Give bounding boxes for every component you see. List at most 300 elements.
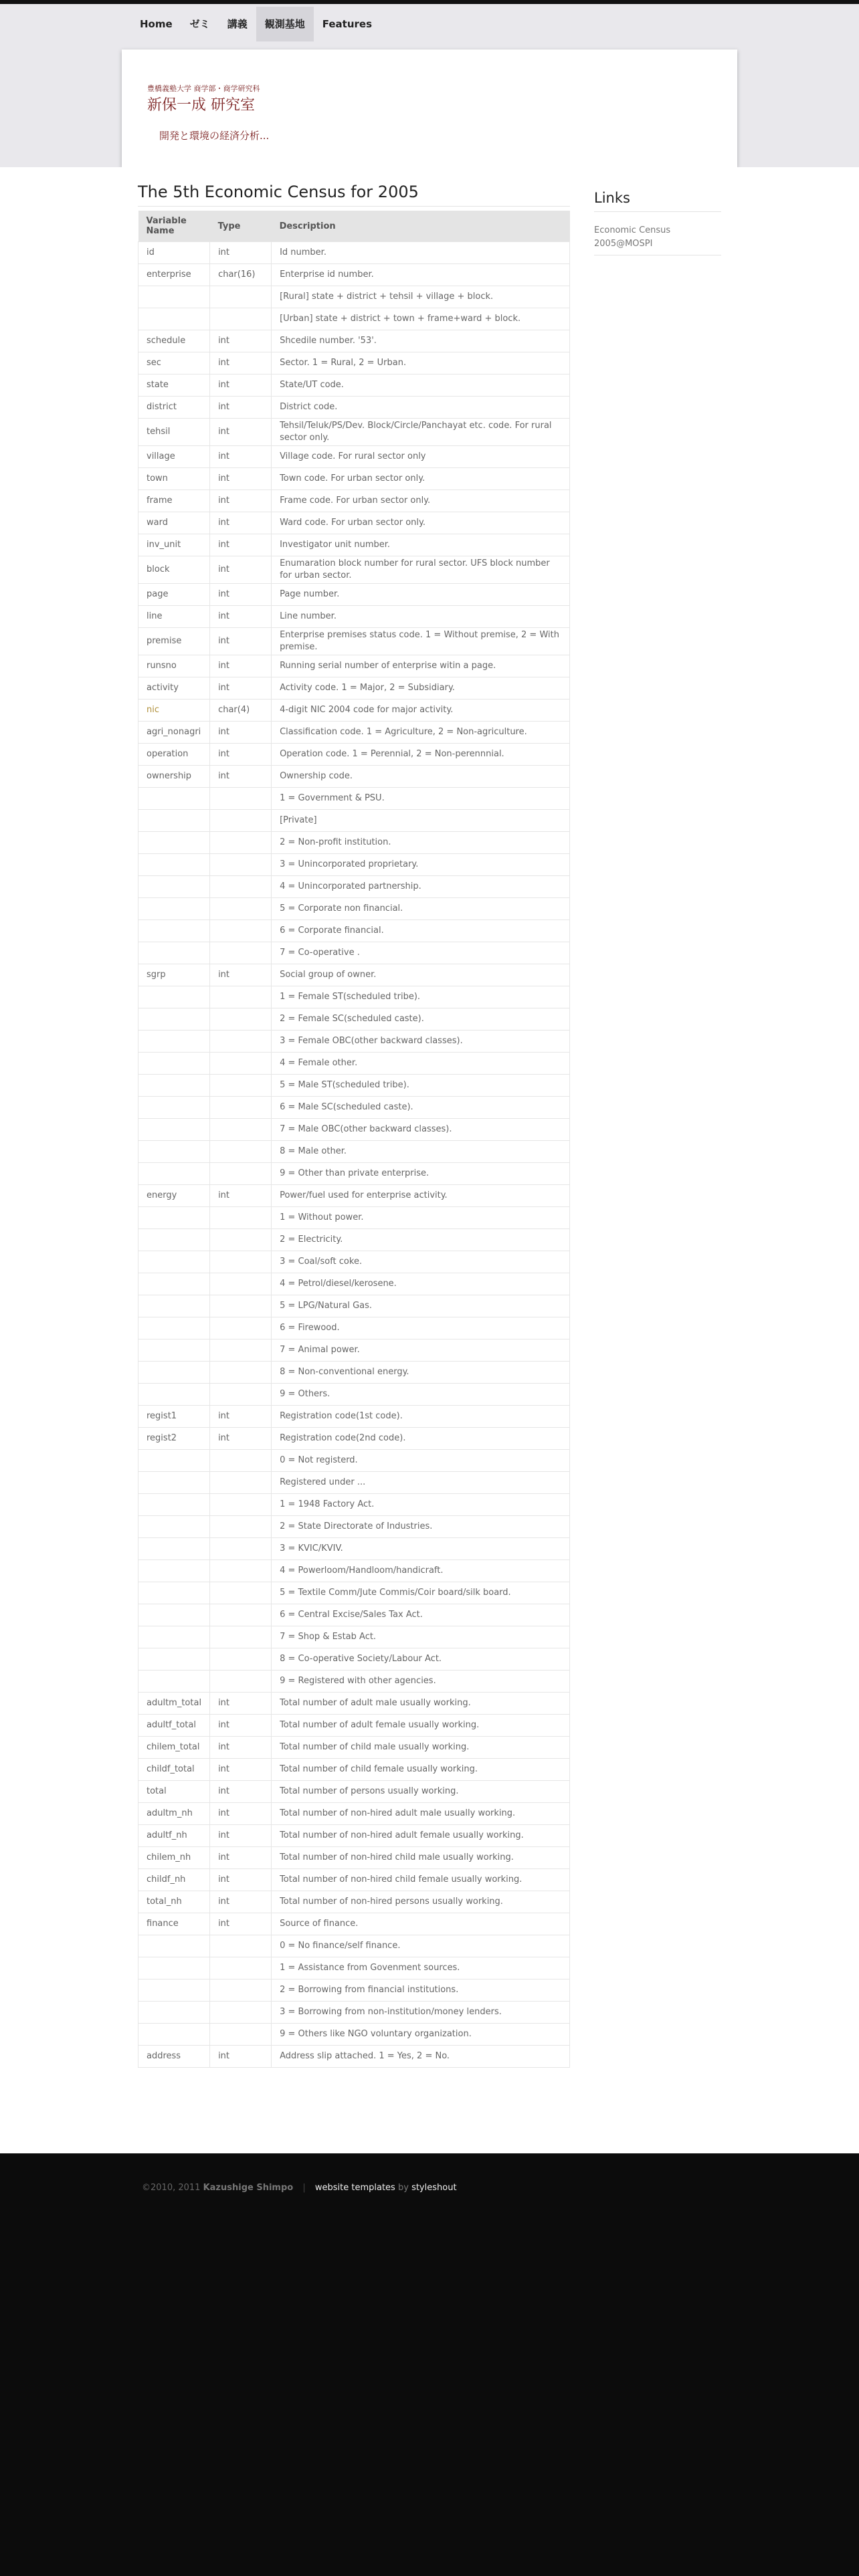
type-cell (210, 1362, 272, 1384)
type-cell (210, 1119, 272, 1141)
type-cell: int (210, 1185, 272, 1207)
description-cell: Registration code(1st code). (272, 1406, 570, 1428)
type-cell: int (210, 1715, 272, 1737)
table-row (138, 700, 570, 722)
table-row (138, 1273, 570, 1295)
description-cell: 1 = Female ST(scheduled tribe). (272, 986, 570, 1008)
type-cell: int (210, 556, 272, 584)
table-row (138, 1626, 570, 1648)
table-row (138, 1737, 570, 1759)
type-cell: int (210, 468, 272, 490)
variable-name-cell (138, 1516, 210, 1538)
table-row (138, 942, 570, 964)
description-cell: 6 = Corporate financial. (272, 920, 570, 942)
description-cell: Enterprise id number. (272, 264, 570, 286)
table-row (138, 898, 570, 920)
description-cell: Operation code. 1 = Perennial, 2 = Non-perennnial. (272, 744, 570, 766)
type-cell: int (210, 1913, 272, 1935)
lab-name[interactable]: 新保一成 研究室 (147, 97, 255, 114)
type-cell (210, 1671, 272, 1693)
type-cell: int (210, 766, 272, 788)
type-cell (210, 1516, 272, 1538)
table-row (138, 1935, 570, 1957)
description-cell: Investigator unit number. (272, 534, 570, 556)
nav-item-2[interactable]: 講義 (227, 18, 248, 30)
type-cell (210, 942, 272, 964)
variable-name-cell (138, 1604, 210, 1626)
table-row (138, 1693, 570, 1715)
variable-name-cell: schedule (138, 330, 210, 352)
description-cell: 3 = Unincorporated proprietary. (272, 854, 570, 876)
description-cell: 9 = Others. (272, 1384, 570, 1406)
type-cell: int (210, 1759, 272, 1781)
description-cell: 1 = Assistance from Govenment sources. (272, 1957, 570, 1979)
description-cell: 4 = Female other. (272, 1053, 570, 1075)
table-row (138, 1384, 570, 1406)
type-cell: int (210, 628, 272, 655)
description-cell: Total number of non-hired child female usually working. (272, 1869, 570, 1891)
type-cell (210, 1031, 272, 1053)
table-row (138, 1957, 570, 1979)
type-cell (210, 1384, 272, 1406)
table-row (138, 1185, 570, 1207)
table-row (138, 352, 570, 374)
description-cell: 0 = Not registerd. (272, 1450, 570, 1472)
type-cell (210, 1450, 272, 1472)
type-cell: int (210, 1693, 272, 1715)
description-cell: Sector. 1 = Rural, 2 = Urban. (272, 352, 570, 374)
website-templates-link[interactable]: website templates (314, 2183, 395, 2193)
table-row (138, 744, 570, 766)
type-cell (210, 1979, 272, 2002)
variable-name-cell: sec (138, 352, 210, 374)
table-row (138, 1229, 570, 1251)
variable-name-cell: energy (138, 1185, 210, 1207)
variable-name-cell: activity (138, 677, 210, 700)
variable-name-cell (138, 898, 210, 920)
description-cell: Line number. (272, 606, 570, 628)
main-nav (131, 7, 381, 41)
table-row (138, 242, 570, 264)
table-header-row (138, 211, 570, 242)
table-row (138, 655, 570, 677)
description-cell: 9 = Registered with other agencies. (272, 1671, 570, 1693)
variable-name-cell (138, 2024, 210, 2046)
table-row (138, 2002, 570, 2024)
variable-name-cell (138, 1472, 210, 1494)
description-cell: [Urban] state + district + town + frame+ward + block. (272, 308, 570, 330)
type-cell (210, 876, 272, 898)
variable-name-cell (138, 788, 210, 810)
variable-name-cell[interactable]: nic (138, 700, 210, 722)
type-cell: int (210, 352, 272, 374)
type-cell: int (210, 419, 272, 446)
table-row (138, 788, 570, 810)
top-banner (0, 0, 859, 167)
table-row (138, 1406, 570, 1428)
description-cell: Town code. For urban sector only. (272, 468, 570, 490)
table-row (138, 374, 570, 397)
table-row (138, 677, 570, 700)
description-cell: Activity code. 1 = Major, 2 = Subsidiary. (272, 677, 570, 700)
table-row (138, 1295, 570, 1317)
type-cell (210, 1141, 272, 1163)
variable-name-cell: regist1 (138, 1406, 210, 1428)
column-header-name: Variable Name (138, 211, 210, 242)
footer (0, 2153, 859, 2576)
description-cell: 1 = 1948 Factory Act. (272, 1494, 570, 1516)
variable-name-cell (138, 1979, 210, 2002)
variable-name-cell: childf_nh (138, 1869, 210, 1891)
description-cell: 2 = Borrowing from financial institutions. (272, 1979, 570, 2002)
variable-name-cell (138, 942, 210, 964)
description-cell: Total number of non-hired adult male usually working. (272, 1803, 570, 1825)
variable-name-cell (138, 1450, 210, 1472)
nav-item-3[interactable]: 観測基地 (256, 7, 314, 41)
variable-name-cell (138, 1560, 210, 1582)
description-cell: 8 = Co-operative Society/Labour Act. (272, 1648, 570, 1671)
type-cell: int (210, 534, 272, 556)
variable-name-cell: district (138, 397, 210, 419)
description-cell: 4 = Petrol/diesel/kerosene. (272, 1273, 570, 1295)
description-cell: Registered under ... (272, 1472, 570, 1494)
description-cell: 1 = Government & PSU. (272, 788, 570, 810)
table-row (138, 1472, 570, 1494)
description-cell: Total number of non-hired persons usually working. (272, 1891, 570, 1913)
variable-name-cell (138, 1229, 210, 1251)
table-row (138, 1251, 570, 1273)
type-cell: int (210, 964, 272, 986)
description-cell: 7 = Male OBC(other backward classes). (272, 1119, 570, 1141)
variable-name-cell (138, 1207, 210, 1229)
variable-name-cell: page (138, 584, 210, 606)
type-cell: int (210, 1803, 272, 1825)
variable-name-cell: sgrp (138, 964, 210, 986)
type-cell: int (210, 1406, 272, 1428)
variable-name-cell: state (138, 374, 210, 397)
variable-name-cell: adultm_nh (138, 1803, 210, 1825)
variable-name-cell: finance (138, 1913, 210, 1935)
description-cell: 2 = Non-profit institution. (272, 832, 570, 854)
variable-name-cell: id (138, 242, 210, 264)
description-cell: Total number of persons usually working. (272, 1781, 570, 1803)
variable-name-cell (138, 1626, 210, 1648)
type-cell: int (210, 242, 272, 264)
description-cell: 6 = Central Excise/Sales Tax Act. (272, 1604, 570, 1626)
variable-name-cell: frame (138, 490, 210, 512)
description-cell: 8 = Non-conventional energy. (272, 1362, 570, 1384)
table-row (138, 1869, 570, 1891)
type-cell (210, 1295, 272, 1317)
type-cell (210, 1626, 272, 1648)
description-cell: 9 = Others like NGO voluntary organization. (272, 2024, 570, 2046)
variable-name-cell (138, 308, 210, 330)
description-cell: Total number of non-hired adult female usually working. (272, 1825, 570, 1847)
page-content (0, 167, 859, 2153)
description-cell: 6 = Male SC(scheduled caste). (272, 1097, 570, 1119)
description-cell: 9 = Other than private enterprise. (272, 1163, 570, 1185)
table-row (138, 1119, 570, 1141)
type-cell: int (210, 655, 272, 677)
nav-item-4[interactable]: Features (322, 18, 373, 30)
variable-name-cell (138, 1384, 210, 1406)
type-cell (210, 1251, 272, 1273)
table-row (138, 1207, 570, 1229)
type-cell: int (210, 1869, 272, 1891)
description-cell: Ward code. For urban sector only. (272, 512, 570, 534)
table-row (138, 419, 570, 446)
table-row (138, 397, 570, 419)
variables-table (138, 211, 570, 2068)
table-row (138, 1141, 570, 1163)
table-row (138, 556, 570, 584)
description-cell: State/UT code. (272, 374, 570, 397)
variable-name-cell: total_nh (138, 1891, 210, 1913)
variable-name-cell: runsno (138, 655, 210, 677)
description-cell: Source of finance. (272, 1913, 570, 1935)
table-row (138, 468, 570, 490)
table-row (138, 876, 570, 898)
variable-name-cell (138, 1648, 210, 1671)
variable-name-cell (138, 1935, 210, 1957)
table-row (138, 1450, 570, 1472)
type-cell (210, 920, 272, 942)
variable-name-cell (138, 1957, 210, 1979)
description-cell: Frame code. For urban sector only. (272, 490, 570, 512)
variable-name-cell: regist2 (138, 1428, 210, 1450)
table-row (138, 1825, 570, 1847)
table-row (138, 264, 570, 286)
table-row (138, 584, 570, 606)
type-cell (210, 1229, 272, 1251)
nav-item-0[interactable]: Home (140, 18, 173, 30)
description-cell: Id number. (272, 242, 570, 264)
variable-name-cell: address (138, 2046, 210, 2068)
description-cell: Total number of adult female usually working. (272, 1715, 570, 1737)
variable-name-cell (138, 920, 210, 942)
sidebar-title: Links (594, 190, 721, 212)
description-cell: [Private] (272, 810, 570, 832)
styleshout-link[interactable]: styleshout (411, 2183, 457, 2193)
table-row (138, 1516, 570, 1538)
variable-name-cell: premise (138, 628, 210, 655)
table-row (138, 766, 570, 788)
tagline: 開発と環境の経済分析... (159, 130, 270, 142)
type-cell (210, 788, 272, 810)
variable-name-cell: tehsil (138, 419, 210, 446)
table-row (138, 810, 570, 832)
university-name: 豊橋義塾大学 商学部・商学研究科 (147, 84, 260, 93)
variable-name-cell: operation (138, 744, 210, 766)
type-cell (210, 1494, 272, 1516)
description-cell: 3 = KVIC/KVIV. (272, 1538, 570, 1560)
table-row (138, 1648, 570, 1671)
description-cell: Running serial number of enterprise witin a page. (272, 655, 570, 677)
variable-name-cell: total (138, 1781, 210, 1803)
description-cell: Ownership code. (272, 766, 570, 788)
type-cell (210, 1604, 272, 1626)
table-row (138, 1803, 570, 1825)
variable-name-cell (138, 832, 210, 854)
description-cell: 2 = Electricity. (272, 1229, 570, 1251)
table-row (138, 1428, 570, 1450)
table-row (138, 1494, 570, 1516)
type-cell: int (210, 2046, 272, 2068)
footer-separator: | (302, 2183, 306, 2193)
column-header-description: Description (272, 211, 570, 242)
table-row (138, 2046, 570, 2068)
description-cell: 0 = No finance/self finance. (272, 1935, 570, 1957)
type-cell (210, 1075, 272, 1097)
table-row (138, 1582, 570, 1604)
description-cell: Enumaration block number for rural sector. UFS block number for urban sector. (272, 556, 570, 584)
description-cell: 5 = Male ST(scheduled tribe). (272, 1075, 570, 1097)
description-cell: 2 = State Directorate of Industries. (272, 1516, 570, 1538)
description-cell: Address slip attached. 1 = Yes, 2 = No. (272, 2046, 570, 2068)
table-row (138, 490, 570, 512)
table-row (138, 308, 570, 330)
footer-credits (142, 2183, 457, 2193)
author-name[interactable]: Kazushige Shimpo (203, 2183, 294, 2193)
table-row (138, 1979, 570, 2002)
description-cell: Page number. (272, 584, 570, 606)
type-cell: int (210, 512, 272, 534)
variable-name-cell: inv_unit (138, 534, 210, 556)
variable-name-cell (138, 1339, 210, 1362)
type-cell: int (210, 1891, 272, 1913)
type-cell (210, 1097, 272, 1119)
variable-name-cell (138, 1251, 210, 1273)
sidebar-link-economic-census[interactable]: Economic Census 2005@MOSPI (594, 220, 721, 255)
table-row (138, 1008, 570, 1031)
top-black-strip (0, 0, 859, 4)
variable-name-cell: line (138, 606, 210, 628)
description-cell: [Rural] state + district + tehsil + village + block. (272, 286, 570, 308)
nav-item-1[interactable]: ゼミ (189, 18, 210, 30)
description-cell: Village code. For rural sector only (272, 446, 570, 468)
description-cell: 3 = Female OBC(other backward classes). (272, 1031, 570, 1053)
table-row (138, 1671, 570, 1693)
table-row (138, 1604, 570, 1626)
table-row (138, 628, 570, 655)
table-row (138, 1362, 570, 1384)
variable-name-cell (138, 1053, 210, 1075)
title-divider (138, 206, 570, 207)
table-row (138, 534, 570, 556)
type-cell: int (210, 397, 272, 419)
table-row (138, 1097, 570, 1119)
column-header-type: Type (210, 211, 272, 242)
variable-name-cell (138, 1671, 210, 1693)
type-cell: int (210, 744, 272, 766)
description-cell: 7 = Co-operative . (272, 942, 570, 964)
description-cell: 5 = LPG/Natural Gas. (272, 1295, 570, 1317)
variable-name-cell: town (138, 468, 210, 490)
type-cell: int (210, 446, 272, 468)
variable-name-cell: adultf_total (138, 1715, 210, 1737)
description-cell: 7 = Shop & Estab Act. (272, 1626, 570, 1648)
variable-name-cell (138, 1273, 210, 1295)
description-cell: District code. (272, 397, 570, 419)
description-cell: Registration code(2nd code). (272, 1428, 570, 1450)
type-cell (210, 832, 272, 854)
description-cell: 5 = Corporate non financial. (272, 898, 570, 920)
table-row (138, 1317, 570, 1339)
type-cell (210, 2002, 272, 2024)
description-cell: 3 = Coal/soft coke. (272, 1251, 570, 1273)
description-cell: Power/fuel used for enterprise activity. (272, 1185, 570, 1207)
type-cell: int (210, 1781, 272, 1803)
variable-name-cell: village (138, 446, 210, 468)
variable-name-cell (138, 1494, 210, 1516)
main-content (138, 175, 570, 2068)
description-cell: 2 = Female SC(scheduled caste). (272, 1008, 570, 1031)
variable-name-cell: ownership (138, 766, 210, 788)
variable-name-cell (138, 1119, 210, 1141)
table-row (138, 964, 570, 986)
variable-name-cell: ward (138, 512, 210, 534)
variable-name-cell (138, 1538, 210, 1560)
variable-name-cell (138, 876, 210, 898)
copyright-text: ©2010, 2011 (142, 2183, 201, 2193)
table-row (138, 832, 570, 854)
variable-name-cell (138, 286, 210, 308)
type-cell (210, 1472, 272, 1494)
description-cell: Enterprise premises status code. 1 = Without premise, 2 = With premise. (272, 628, 570, 655)
variable-name-cell (138, 1582, 210, 1604)
description-cell: 4-digit NIC 2004 code for major activity. (272, 700, 570, 722)
variable-name-cell (138, 1097, 210, 1119)
type-cell (210, 898, 272, 920)
table-row (138, 722, 570, 744)
table-row (138, 1053, 570, 1075)
variable-name-cell: agri_nonagri (138, 722, 210, 744)
description-cell: 4 = Unincorporated partnership. (272, 876, 570, 898)
type-cell: int (210, 606, 272, 628)
description-cell: Social group of owner. (272, 964, 570, 986)
variable-name-cell: block (138, 556, 210, 584)
table-row (138, 1538, 570, 1560)
variable-name-cell (138, 1031, 210, 1053)
type-cell (210, 1538, 272, 1560)
type-cell (210, 1273, 272, 1295)
variable-name-cell (138, 1295, 210, 1317)
type-cell: int (210, 374, 272, 397)
type-cell (210, 1560, 272, 1582)
description-cell: 1 = Without power. (272, 1207, 570, 1229)
variable-name-cell (138, 986, 210, 1008)
description-cell: 5 = Textile Comm/Jute Commis/Coir board/silk board. (272, 1582, 570, 1604)
table-row (138, 512, 570, 534)
variable-name-cell (138, 810, 210, 832)
table-row (138, 330, 570, 352)
type-cell: int (210, 1737, 272, 1759)
site-header (122, 49, 737, 167)
page-title: The 5th Economic Census for 2005 (138, 183, 419, 201)
table-row (138, 606, 570, 628)
table-row (138, 2024, 570, 2046)
type-cell (210, 286, 272, 308)
variable-name-cell: chilem_total (138, 1737, 210, 1759)
variable-name-cell (138, 1163, 210, 1185)
table-row (138, 920, 570, 942)
type-cell (210, 308, 272, 330)
type-cell (210, 1582, 272, 1604)
variable-name-cell: adultf_nh (138, 1825, 210, 1847)
table-row (138, 1075, 570, 1097)
type-cell (210, 2024, 272, 2046)
type-cell (210, 1648, 272, 1671)
